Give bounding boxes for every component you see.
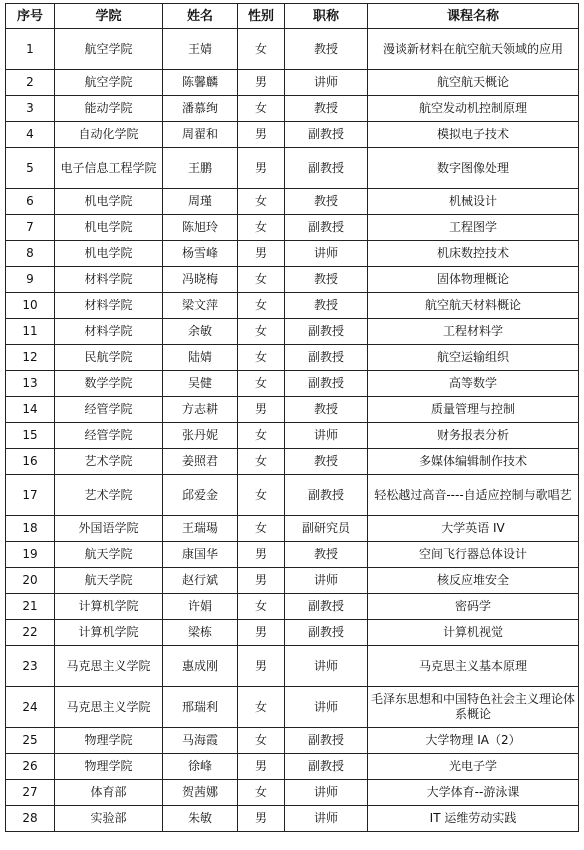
- table-row: [6, 475, 579, 516]
- table-row: [6, 371, 579, 397]
- table-row: [6, 568, 579, 594]
- table-row: [6, 96, 579, 122]
- row-college: 计算机学院: [55, 594, 163, 620]
- row-gender: 男: [238, 122, 285, 148]
- row-college: 能动学院: [55, 96, 163, 122]
- row-name: 梁文萍: [163, 293, 238, 319]
- table-row: [6, 148, 579, 189]
- row-index: 20: [6, 568, 55, 594]
- table-row: [6, 754, 579, 780]
- row-index: 27: [6, 780, 55, 806]
- row-gender: 女: [238, 594, 285, 620]
- row-course: 航空航天材料概论: [368, 293, 579, 319]
- row-course: 空间飞行器总体设计: [368, 542, 579, 568]
- row-gender: 男: [238, 70, 285, 96]
- row-course: 光电子学: [368, 754, 579, 780]
- row-college: 机电学院: [55, 241, 163, 267]
- row-name: 贺茜娜: [163, 780, 238, 806]
- row-name: 王瑞瑒: [163, 516, 238, 542]
- row-title: 副教授: [285, 148, 368, 189]
- row-college: 经管学院: [55, 423, 163, 449]
- row-course: 核反应堆安全: [368, 568, 579, 594]
- row-index: 26: [6, 754, 55, 780]
- row-name: 赵行斌: [163, 568, 238, 594]
- row-college: 自动化学院: [55, 122, 163, 148]
- row-gender: 女: [238, 267, 285, 293]
- row-index: 9: [6, 267, 55, 293]
- header-gender: 性别: [238, 4, 285, 29]
- row-gender: 男: [238, 542, 285, 568]
- row-name: 王鹏: [163, 148, 238, 189]
- row-index: 24: [6, 687, 55, 728]
- row-course: 大学英语 IV: [368, 516, 579, 542]
- row-index: 3: [6, 96, 55, 122]
- row-index: 11: [6, 319, 55, 345]
- row-index: 18: [6, 516, 55, 542]
- row-gender: 女: [238, 215, 285, 241]
- row-college: 材料学院: [55, 267, 163, 293]
- header-college: 学院: [55, 4, 163, 29]
- row-gender: 男: [238, 646, 285, 687]
- row-index: 15: [6, 423, 55, 449]
- table-row: [6, 215, 579, 241]
- row-college: 物理学院: [55, 728, 163, 754]
- row-title: 讲师: [285, 646, 368, 687]
- table-row: [6, 806, 579, 832]
- row-course: 工程图学: [368, 215, 579, 241]
- row-course: 航空航天概论: [368, 70, 579, 96]
- row-index: 16: [6, 449, 55, 475]
- row-college: 经管学院: [55, 397, 163, 423]
- row-course: 高等数学: [368, 371, 579, 397]
- row-gender: 女: [238, 293, 285, 319]
- table-row: [6, 189, 579, 215]
- row-name: 马海霞: [163, 728, 238, 754]
- row-course: 航空运输组织: [368, 345, 579, 371]
- row-title: 教授: [285, 29, 368, 70]
- row-gender: 女: [238, 345, 285, 371]
- table-row: [6, 397, 579, 423]
- row-title: 教授: [285, 267, 368, 293]
- row-course: 密码学: [368, 594, 579, 620]
- row-index: 28: [6, 806, 55, 832]
- row-title: 教授: [285, 189, 368, 215]
- table-row: [6, 345, 579, 371]
- row-name: 余敏: [163, 319, 238, 345]
- row-course: 漫谈新材料在航空航天领域的应用: [368, 29, 579, 70]
- row-college: 航空学院: [55, 70, 163, 96]
- table-row: [6, 319, 579, 345]
- row-gender: 女: [238, 319, 285, 345]
- row-title: 副教授: [285, 345, 368, 371]
- row-college: 电子信息工程学院: [55, 148, 163, 189]
- row-name: 张丹妮: [163, 423, 238, 449]
- row-title: 副教授: [285, 594, 368, 620]
- row-name: 方志耕: [163, 397, 238, 423]
- row-index: 4: [6, 122, 55, 148]
- row-college: 艺术学院: [55, 475, 163, 516]
- table-row: [6, 780, 579, 806]
- row-gender: 女: [238, 96, 285, 122]
- row-college: 航天学院: [55, 568, 163, 594]
- row-course: 多媒体编辑制作技术: [368, 449, 579, 475]
- row-college: 数学学院: [55, 371, 163, 397]
- row-course: 大学物理 IA（2）: [368, 728, 579, 754]
- row-course: 工程材料学: [368, 319, 579, 345]
- row-gender: 女: [238, 780, 285, 806]
- row-index: 19: [6, 542, 55, 568]
- row-name: 冯晓梅: [163, 267, 238, 293]
- row-index: 25: [6, 728, 55, 754]
- row-gender: 男: [238, 241, 285, 267]
- row-name: 朱敏: [163, 806, 238, 832]
- table-row: [6, 29, 579, 70]
- row-gender: 女: [238, 29, 285, 70]
- row-course: 数字图像处理: [368, 148, 579, 189]
- row-course: 财务报表分析: [368, 423, 579, 449]
- row-name: 杨雪峰: [163, 241, 238, 267]
- row-name: 徐峰: [163, 754, 238, 780]
- row-title: 副教授: [285, 371, 368, 397]
- row-college: 航空学院: [55, 29, 163, 70]
- header-course: 课程名称: [368, 4, 579, 29]
- row-course: 航空发动机控制原理: [368, 96, 579, 122]
- table-row: [6, 542, 579, 568]
- row-index: 23: [6, 646, 55, 687]
- row-name: 周翟和: [163, 122, 238, 148]
- row-title: 教授: [285, 96, 368, 122]
- row-index: 8: [6, 241, 55, 267]
- row-index: 22: [6, 620, 55, 646]
- row-gender: 女: [238, 728, 285, 754]
- row-course: 轻松越过高音----自适应控制与歌唱艺: [368, 475, 579, 516]
- row-course: 机床数控技术: [368, 241, 579, 267]
- row-title: 讲师: [285, 241, 368, 267]
- table-row: [6, 122, 579, 148]
- row-name: 陈馨麟: [163, 70, 238, 96]
- row-course: 大学体育--游泳课: [368, 780, 579, 806]
- row-title: 讲师: [285, 70, 368, 96]
- row-course: 模拟电子技术: [368, 122, 579, 148]
- row-name: 邱爱金: [163, 475, 238, 516]
- row-title: 副教授: [285, 122, 368, 148]
- row-title: 副教授: [285, 728, 368, 754]
- row-gender: 女: [238, 449, 285, 475]
- row-college: 计算机学院: [55, 620, 163, 646]
- row-college: 民航学院: [55, 345, 163, 371]
- row-index: 21: [6, 594, 55, 620]
- row-title: 副教授: [285, 319, 368, 345]
- row-name: 潘慕绚: [163, 96, 238, 122]
- row-gender: 女: [238, 423, 285, 449]
- course-table: [5, 3, 579, 832]
- row-name: 陆婧: [163, 345, 238, 371]
- row-index: 12: [6, 345, 55, 371]
- row-title: 教授: [285, 293, 368, 319]
- row-index: 5: [6, 148, 55, 189]
- table-row: [6, 241, 579, 267]
- row-gender: 男: [238, 620, 285, 646]
- table-row: [6, 620, 579, 646]
- row-college: 马克思主义学院: [55, 687, 163, 728]
- row-gender: 女: [238, 371, 285, 397]
- header-index: 序号: [6, 4, 55, 29]
- row-gender: 男: [238, 806, 285, 832]
- row-college: 机电学院: [55, 189, 163, 215]
- row-index: 7: [6, 215, 55, 241]
- row-title: 讲师: [285, 568, 368, 594]
- row-college: 航天学院: [55, 542, 163, 568]
- table-row: [6, 423, 579, 449]
- row-index: 10: [6, 293, 55, 319]
- row-title: 讲师: [285, 806, 368, 832]
- row-gender: 男: [238, 148, 285, 189]
- row-name: 康国华: [163, 542, 238, 568]
- header-row: [6, 4, 579, 29]
- table-row: [6, 449, 579, 475]
- row-index: 1: [6, 29, 55, 70]
- row-name: 周瑾: [163, 189, 238, 215]
- row-name: 陈旭玲: [163, 215, 238, 241]
- row-course: 毛泽东思想和中国特色社会主义理论体系概论: [368, 687, 579, 728]
- row-title: 教授: [285, 397, 368, 423]
- table-row: [6, 293, 579, 319]
- row-gender: 女: [238, 687, 285, 728]
- row-name: 王婧: [163, 29, 238, 70]
- row-college: 材料学院: [55, 293, 163, 319]
- row-title: 教授: [285, 449, 368, 475]
- row-course: IT 运维劳动实践: [368, 806, 579, 832]
- table-row: [6, 267, 579, 293]
- row-gender: 男: [238, 754, 285, 780]
- row-college: 外国语学院: [55, 516, 163, 542]
- row-name: 惠成刚: [163, 646, 238, 687]
- row-index: 17: [6, 475, 55, 516]
- row-title: 副教授: [285, 620, 368, 646]
- table-row: [6, 687, 579, 728]
- table-row: [6, 594, 579, 620]
- row-college: 机电学院: [55, 215, 163, 241]
- row-title: 副教授: [285, 475, 368, 516]
- row-gender: 女: [238, 189, 285, 215]
- row-gender: 女: [238, 475, 285, 516]
- row-course: 计算机视觉: [368, 620, 579, 646]
- row-course: 马克思主义基本原理: [368, 646, 579, 687]
- row-index: 13: [6, 371, 55, 397]
- row-course: 质量管理与控制: [368, 397, 579, 423]
- row-college: 材料学院: [55, 319, 163, 345]
- row-course: 固体物理概论: [368, 267, 579, 293]
- row-college: 马克思主义学院: [55, 646, 163, 687]
- row-title: 副教授: [285, 754, 368, 780]
- row-college: 物理学院: [55, 754, 163, 780]
- row-gender: 男: [238, 568, 285, 594]
- table-row: [6, 728, 579, 754]
- row-title: 副研究员: [285, 516, 368, 542]
- row-name: 邢瑞利: [163, 687, 238, 728]
- table-row: [6, 70, 579, 96]
- row-college: 实验部: [55, 806, 163, 832]
- row-name: 梁栋: [163, 620, 238, 646]
- header-title: 职称: [285, 4, 368, 29]
- row-title: 讲师: [285, 423, 368, 449]
- row-name: 许娟: [163, 594, 238, 620]
- header-name: 姓名: [163, 4, 238, 29]
- table-row: [6, 516, 579, 542]
- row-title: 讲师: [285, 780, 368, 806]
- row-title: 教授: [285, 542, 368, 568]
- row-title: 副教授: [285, 215, 368, 241]
- table-row: [6, 646, 579, 687]
- table-body: [6, 29, 579, 832]
- row-course: 机械设计: [368, 189, 579, 215]
- row-name: 吴健: [163, 371, 238, 397]
- row-gender: 女: [238, 516, 285, 542]
- row-gender: 男: [238, 397, 285, 423]
- row-college: 艺术学院: [55, 449, 163, 475]
- row-college: 体育部: [55, 780, 163, 806]
- row-index: 2: [6, 70, 55, 96]
- row-name: 姜照君: [163, 449, 238, 475]
- row-title: 讲师: [285, 687, 368, 728]
- row-index: 6: [6, 189, 55, 215]
- row-index: 14: [6, 397, 55, 423]
